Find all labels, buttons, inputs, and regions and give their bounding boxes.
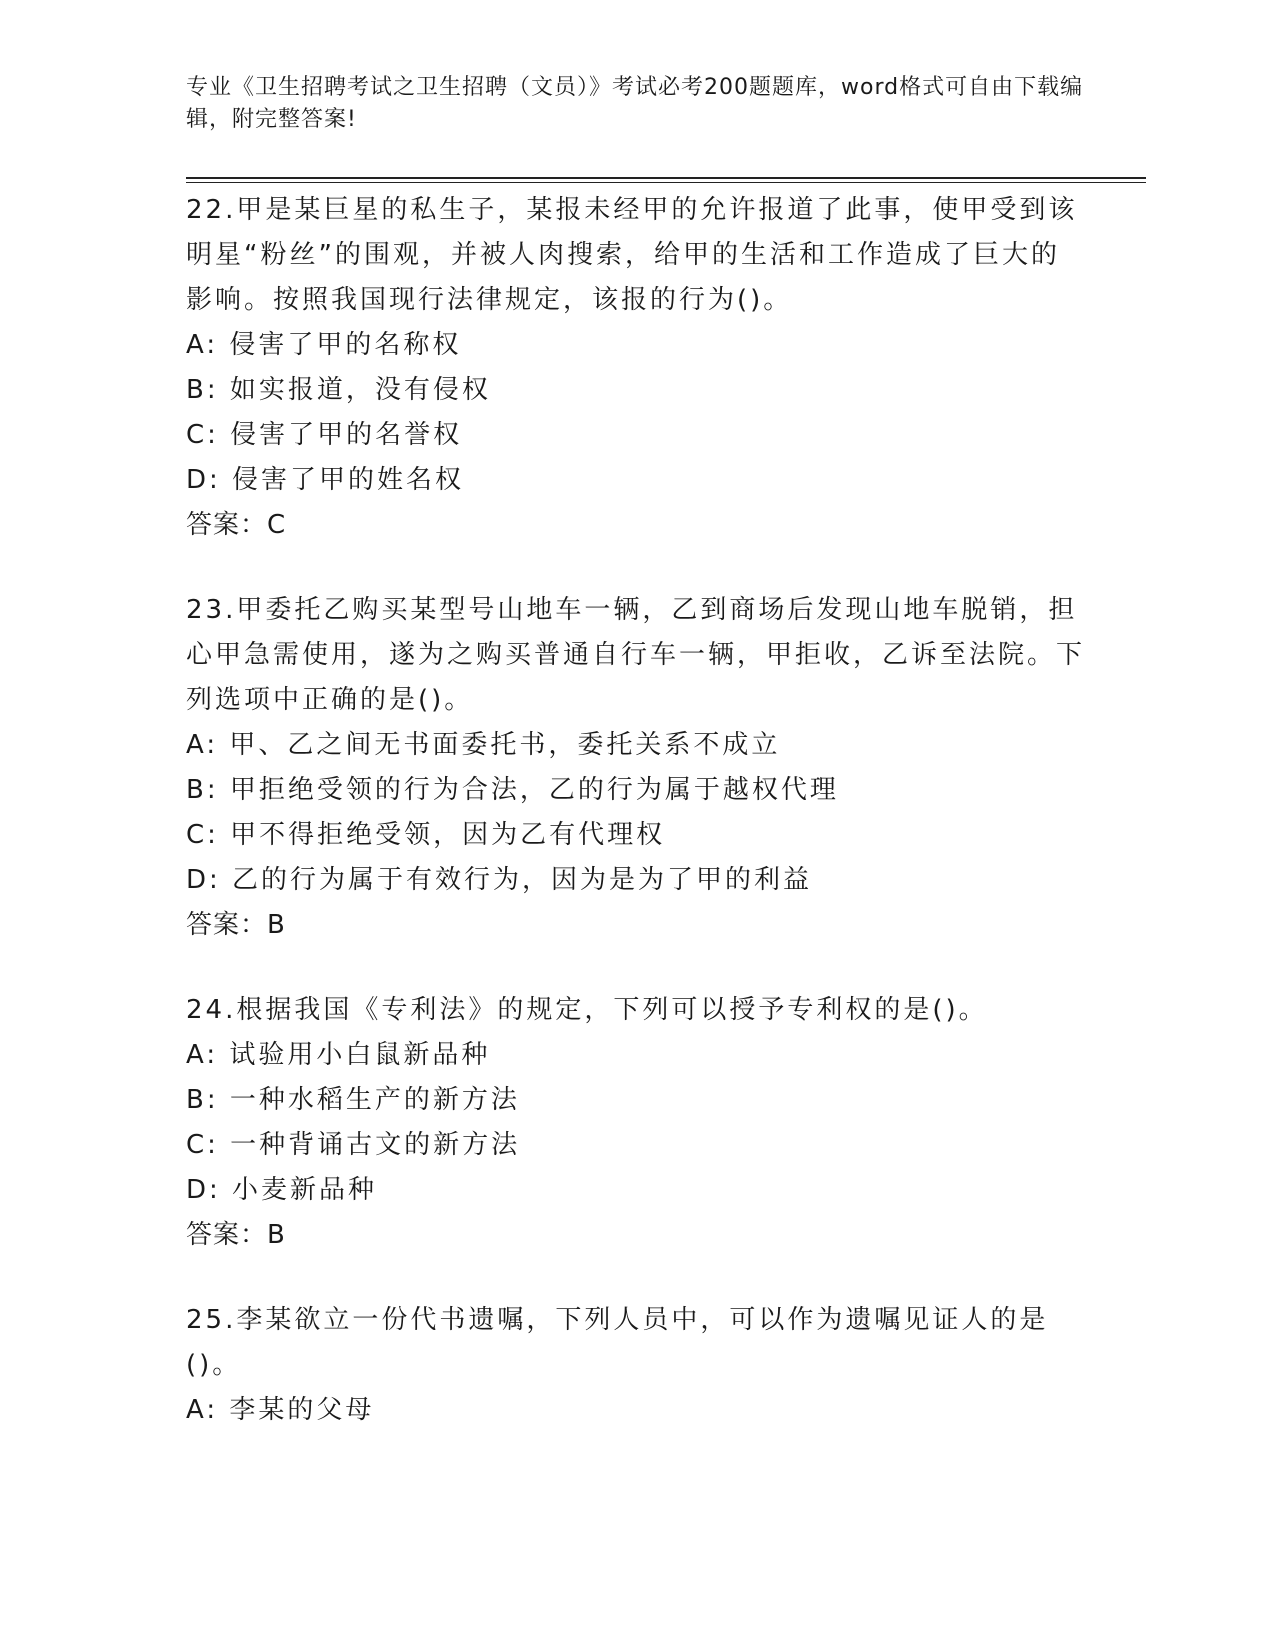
option-d: D: 小麦新品种 [186,1175,378,1205]
question-25 [186,1298,1086,1433]
option-a: A: 侵害了甲的名称权 [186,330,462,360]
question-stem: 25.李某欲立一份代书遗嘱，下列人员中，可以作为遗嘱见证人的是()。 [186,1305,1049,1380]
question-24 [186,988,1086,1258]
option-a: A: 李某的父母 [186,1395,375,1425]
question-stem: 23.甲委托乙购买某型号山地车一辆，乙到商场后发现山地车脱销，担心甲急需使用，遂为之购买普通自行车一辆，甲拒收，乙诉至法院。下列选项中正确的是()。 [186,595,1086,715]
option-d: D: 乙的行为属于有效行为，因为是为了甲的利益 [186,865,813,895]
document-header: 专业《卫生招聘考试之卫生招聘（文员）》考试必考200题题库，word格式可自由下载编辑，附完整答案! [186,75,1084,132]
answer: 答案：B [186,910,286,940]
question-list [186,188,1086,1473]
question-23 [186,588,1086,948]
option-a: A: 甲、乙之间无书面委托书，委托关系不成立 [186,730,781,760]
answer: 答案：C [186,510,287,540]
question-22 [186,188,1086,548]
option-c: C: 甲不得拒绝受领，因为乙有代理权 [186,820,666,850]
option-b: B: 如实报道，没有侵权 [186,375,491,405]
option-d: D: 侵害了甲的姓名权 [186,465,465,495]
option-b: B: 一种水稻生产的新方法 [186,1085,520,1115]
option-a: A: 试验用小白鼠新品种 [186,1040,491,1070]
option-c: C: 一种背诵古文的新方法 [186,1130,521,1160]
question-stem: 22.甲是某巨星的私生子，某报未经甲的允许报道了此事，使甲受到该明星“粉丝”的围观，并被人肉搜索，给甲的生活和工作造成了巨大的影响。按照我国现行法律规定，该报的行为()。 [186,195,1078,315]
option-b: B: 甲拒绝受领的行为合法，乙的行为属于越权代理 [186,775,839,805]
option-c: C: 侵害了甲的名誉权 [186,420,463,450]
answer: 答案：B [186,1220,286,1250]
header-divider [186,177,1146,183]
question-stem: 24.根据我国《专利法》的规定，下列可以授予专利权的是()。 [186,995,988,1025]
